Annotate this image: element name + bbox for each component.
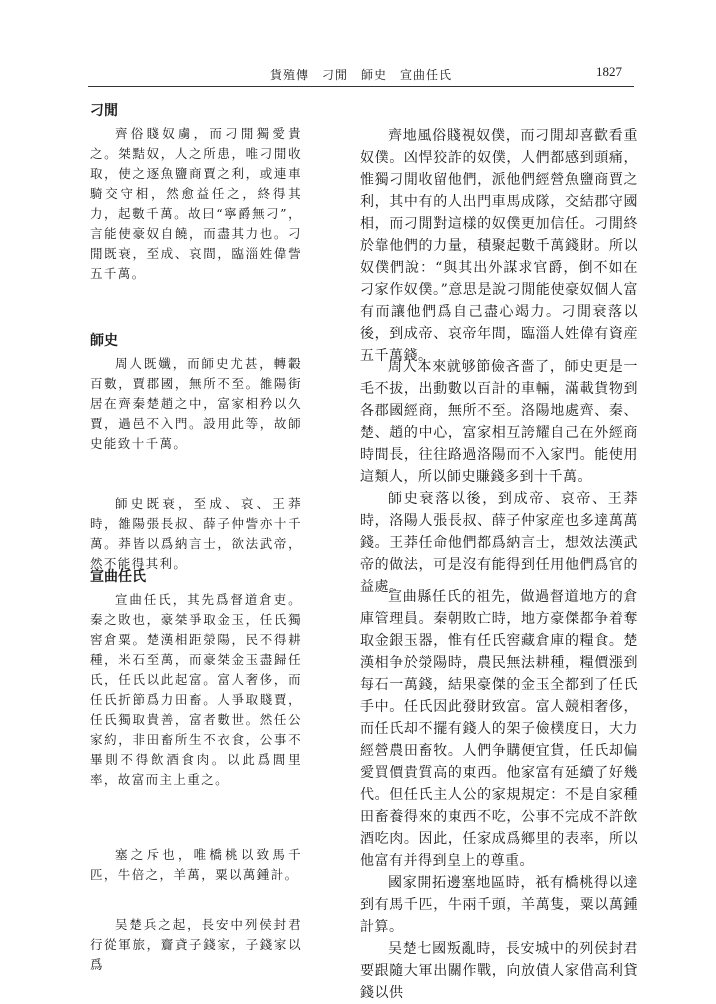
translation-ren-3: 吴楚七國叛亂時，長安城中的列侯封君要跟隨大軍出關作戰，向放債人家借高利貸錢以供 [360,941,638,1001]
section-ren-original-3 [90,915,302,975]
page-number: 1827 [596,64,622,79]
section-heading-diao: 刁閒 [90,103,118,119]
original-text-shishi-2: 師史既衰，至成、哀、王莽時，雒陽張長叔、薛子仲訾亦十千萬。莽皆以爲納言士，欲法武帝，然不能得其利。 [90,496,302,571]
translation-ren-1: 宣曲縣任氏的祖先，做過督道地方的倉庫管理員。秦朝敗亡時，地方豪傑都争着奪取金銀玉器，惟有任氏窖藏倉庫的糧食。楚漢相争於滎陽時，農民無法耕種，糧價漲到每石一萬錢，結果豪傑的金玉全都到了任氏手中。任氏因此發財致富。富人競相奢侈，而任氏却不擺有錢人的架子儉樸度日，大力經營農田畜牧。人們争購便宜貨，任氏却偏愛買價貴質高的東西。他家富有延續了好幾代。但任氏主人公的家規規定：不是自家種田畜養得來的東西不吃，公事不完成不許飲酒吃肉。因此，任家成爲鄉里的表率，所以他富有并得到皇上的尊重。 [360,589,638,869]
translation-shishi-1: 周人本來就够節儉吝嗇了，師史更是一毛不拔，出動數以百計的車輛，滿載貨物到各郡國經商，無所不至。洛陽地處齊、秦、楚、趙的中心，富家相互誇耀自己在外經商時間長，往往路過洛陽而不入家門。能使用這類人，所以師史賺錢多到十千萬。 [360,359,638,485]
section-ren-original [90,566,302,790]
translation-ren-2: 國家開拓邊塞地區時，祇有橋桃得以達到有馬千匹，牛兩千頭，羊萬隻，粟以萬鍾計算。 [360,875,638,935]
section-heading-ren: 宣曲任氏 [90,569,146,585]
section-ren-translation [360,586,638,1004]
section-diao-original [90,100,302,284]
section-shishi-original-2 [90,494,302,574]
section-heading-shishi: 師史 [90,333,118,349]
section-ren-original-2 [90,845,302,885]
section-diao-translation [360,125,638,367]
translation-shishi-2: 師史衰落以後，到成帝、哀帝、王莽時，洛陽人張長叔、薛子仲家産也多達萬萬錢。王莽任命他們都爲納言士，想效法漢武帝的做法，可是沒有能得到任用他們爲官的益處。 [360,491,638,595]
original-text-ren-3: 吴楚兵之起，長安中列侯封君行從軍旅，齎貣子錢家，子錢家以爲 [90,917,302,972]
original-text-shishi-1: 周人既孅，而師史尤甚，轉轂百數，賈郡國，無所不至。雒陽街居在齊秦楚趙之中，富家相矜以久賈，過邑不入門。設用此等，故師史能致十千萬。 [90,356,302,451]
header-rule [88,86,634,87]
running-title: 貨殖傳 刁閒 師史 宣曲任氏 [270,68,453,82]
section-shishi-translation [360,356,638,598]
translation-diao: 齊地風俗賤視奴僕，而刁閒却喜歡看重奴僕。凶悍狡詐的奴僕，人們都感到頭痛，惟獨刁閒收留他們，派他們經營魚鹽商賈之利，其中有的人出門車馬成隊，交結郡守國相，而刁閒對這樣的奴僕更加信任。刁閒終於靠他們的力量，積聚起數千萬錢財。所以奴僕們說：“與其出外謀求官爵，倒不如在刁家作奴僕。”意思是說刁閒能使豪奴個人富有而讓他們爲自己盡心竭力。刁閒衰落以後，到成帝、哀帝年間，臨淄人姓偉有資産五千萬錢。 [360,128,638,364]
original-text-ren-1: 宣曲任氏，其先爲督道倉吏。秦之敗也，豪桀爭取金玉，任氏獨窖倉粟。楚漢相距滎陽，民不得耕種，米石至萬，而豪桀金玉盡歸任氏，任氏以此起富。富人奢侈，而任氏折節爲力田畜。人爭取賤賈，任氏獨取貴善，富者數世。然任公家約，非田畜所生不衣食，公事不畢則不得飲酒食肉。以此爲閭里率，故富而主上重之。 [90,592,302,787]
section-shishi-original [90,330,302,454]
original-text-ren-2: 塞之斥也，唯橋桃以致馬千匹，牛倍之，羊萬，粟以萬鍾計。 [90,847,302,882]
original-text-diao: 齊俗賤奴虜，而刁閒獨愛貴之。桀黠奴，人之所患，唯刁閒收取，使之逐魚鹽商賈之利，或連車騎交守相，然愈益任之，終得其力，起數千萬。故曰“寧爵無刁”，言能使豪奴自饒，而盡其力也。刁閒既衰，至成、哀間，臨淄姓偉訾五千萬。 [90,126,302,281]
